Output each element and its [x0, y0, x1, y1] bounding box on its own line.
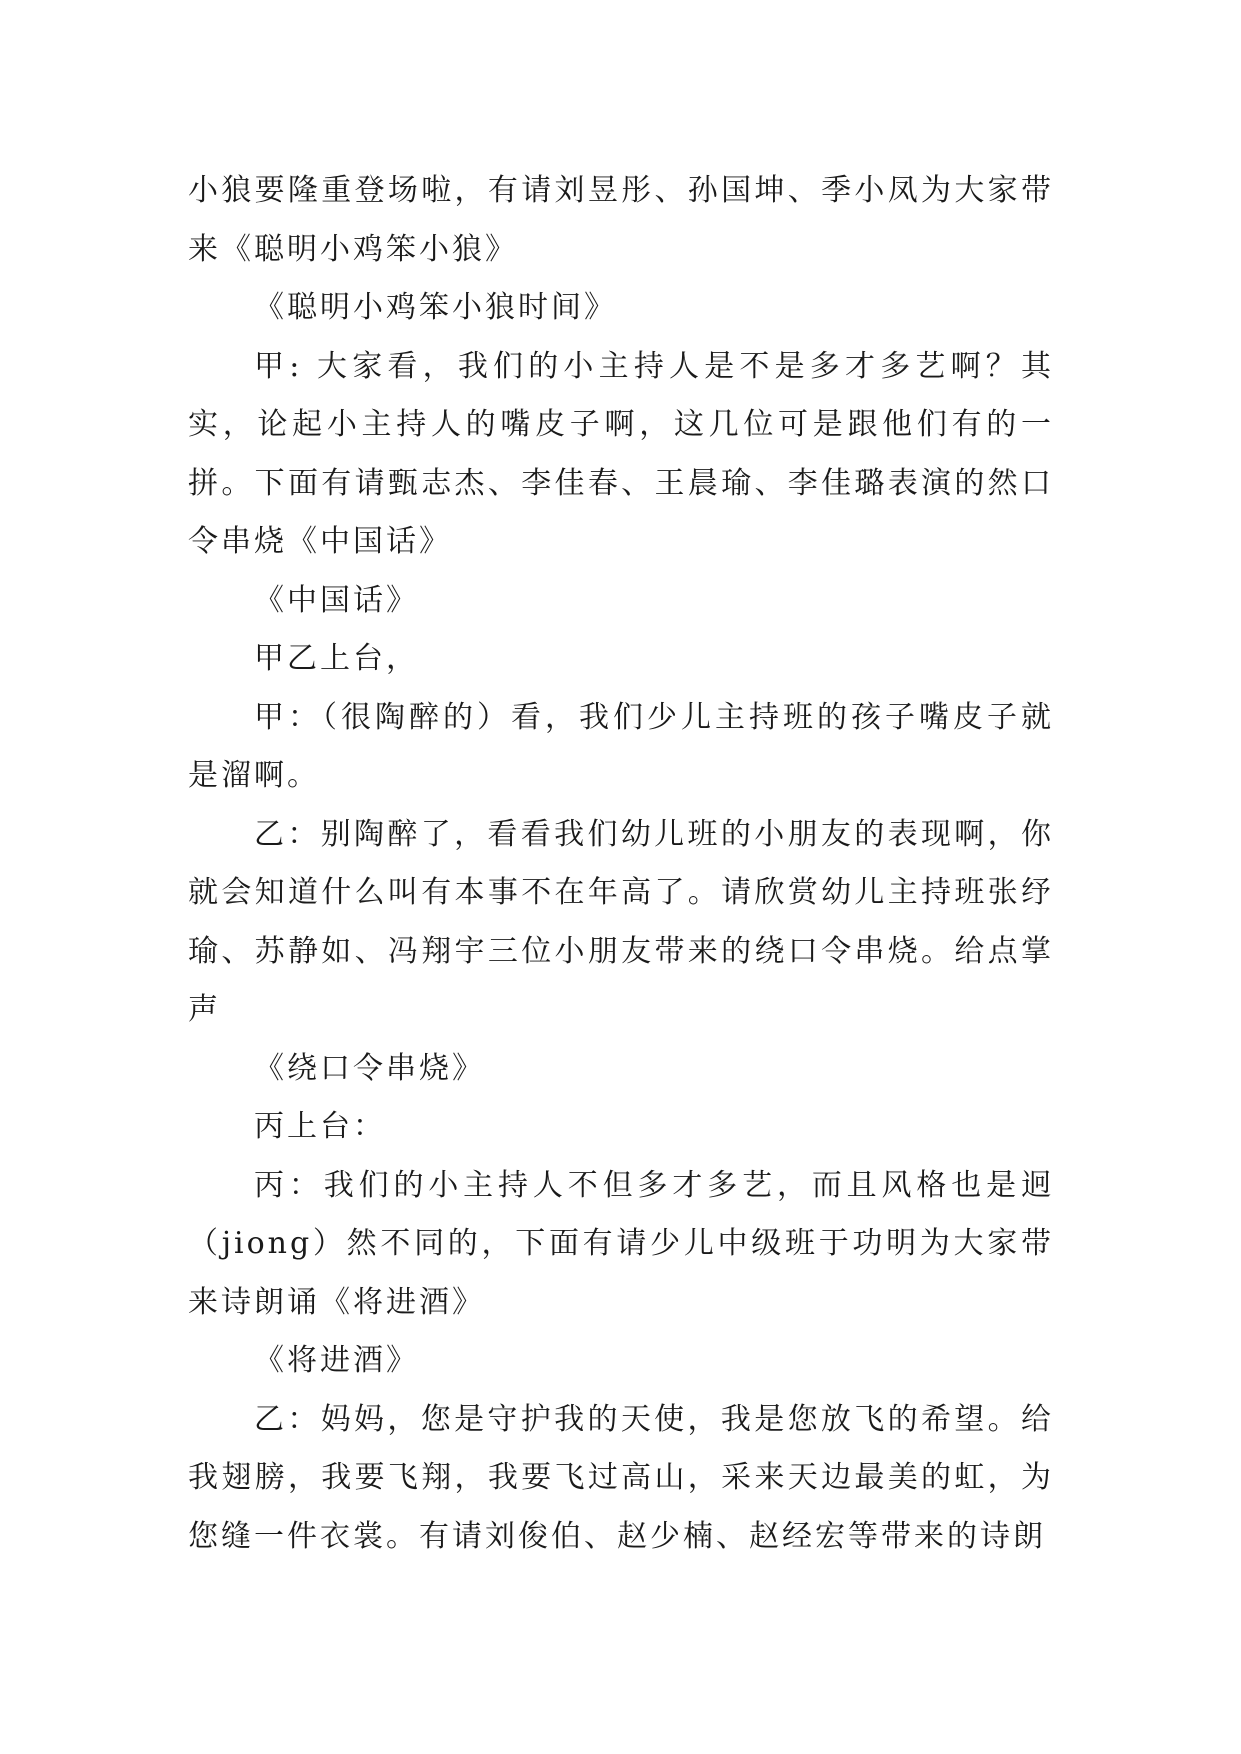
program-title-chicken-wolf: 《聪明小鸡笨小狼时间》	[254, 290, 617, 325]
paragraph-yi-mother: 乙：妈妈，您是守护我的天使，我是您放飞的希望。给我翅膀，我要飞翔，我要飞过高山，采来天边最美的虹，为您缝一件衣裳。有请刘俊伯、赵少楠、赵经宏等带来的诗朗	[188, 1401, 1054, 1554]
stage-direction-jia-yi: 甲乙上台，	[254, 641, 419, 676]
stage-direction-bing: 丙上台：	[254, 1109, 386, 1144]
program-title-jiangjinjiu: 《将进酒》	[254, 1343, 419, 1378]
paragraph-jia-intro: 甲: 大家看，我们的小主持人是不是多才多艺啊？其实，论起小主持人的嘴皮子啊，这几位可是跟他们有的一拼。下面有请甄志杰、李佳春、王晨瑜、李佳璐表演的然口令串烧《中国话》	[188, 348, 1054, 559]
document-body	[188, 162, 1054, 1566]
program-title-chinese: 《中国话》	[254, 582, 419, 618]
paragraph-intro-continued: 小狼要隆重登场啦，有请刘昱彤、孙国坤、季小凤为大家带来《聪明小鸡笨小狼》	[188, 173, 1054, 267]
paragraph-yi-line: 乙：别陶醉了，看看我们幼儿班的小朋友的表现啊，你就会知道什么叫有本事不在年高了。请欣赏幼儿主持班张纾瑜、苏静如、冯翔宇三位小朋友带来的绕口令串烧。给点掌声	[188, 816, 1054, 1027]
paragraph-bing-line: 丙：我们的小主持人不但多才多艺，而且风格也是迥（jiong）然不同的，下面有请少儿中级班于功明为大家带来诗朗诵《将进酒》	[188, 1167, 1054, 1320]
program-title-tongue-twister: 《绕口令串烧》	[254, 1050, 485, 1086]
paragraph-jia-line: 甲：（很陶醉的）看，我们少儿主持班的孩子嘴皮子就是溜啊。	[188, 699, 1054, 793]
